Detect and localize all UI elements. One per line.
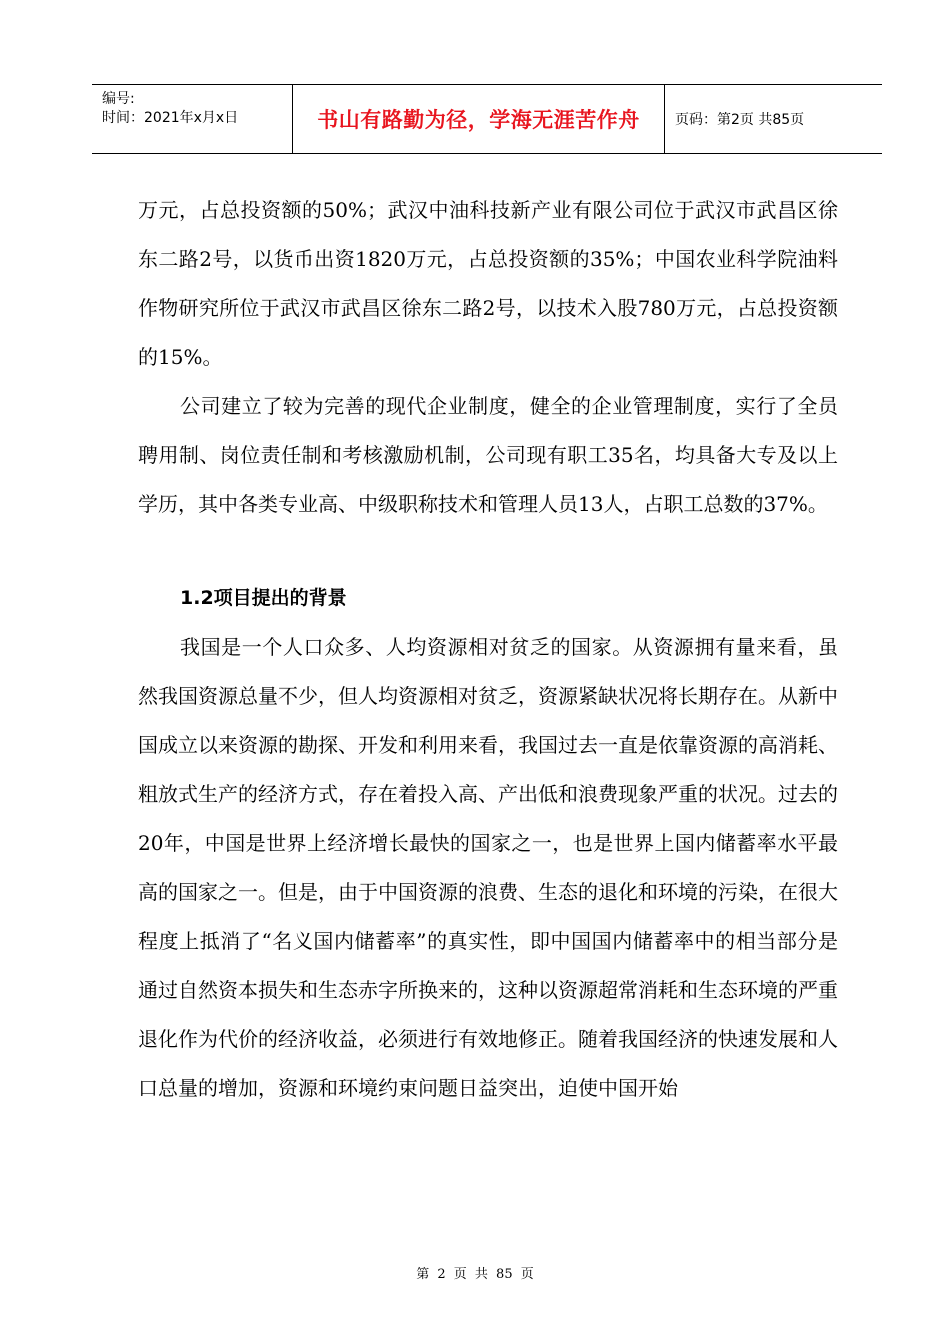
section-gap <box>138 529 838 574</box>
paragraph-company-system: 公司建立了较为完善的现代企业制度，健全的企业管理制度，实行了全员聘用制、岗位责任制和考核激励机制，公司现有职工35名，均具备大专及以上学历，其中各类专业高、中级职称技术和管理人员13人，占职工总数的37%。 <box>138 394 838 516</box>
document-time: 时间：2021年x月x日 <box>102 110 239 126</box>
paragraph-investment: 万元，占总投资额的50%；武汉中油科技新产业有限公司位于武汉市武昌区徐东二路2号，以货币出资1820万元，占总投资额的35%；中国农业科学院油料作物研究所位于武汉市武昌区徐东二路2号，以技术入股780万元，占总投资额的15%。 <box>138 198 838 369</box>
document-body <box>138 186 838 1113</box>
header-meta-cell <box>92 85 293 153</box>
document-header <box>92 84 882 154</box>
header-motto: 书山有路勤为径，学海无涯苦作舟 <box>293 85 665 153</box>
document-number-label: 编号: <box>102 91 135 107</box>
header-page-info: 页码：第2页 共85页 <box>675 112 805 128</box>
paragraph-background: 我国是一个人口众多、人均资源相对贫乏的国家。从资源拥有量来看，虽然我国资源总量不少，但人均资源相对贫乏，资源紧缺状况将长期存在。从新中国成立以来资源的勘探、开发和利用来看，我国过去一直是依靠资源的高消耗、粗放式生产的经济方式，存在着投入高、产出低和浪费现象严重的状况。过去的20年，中国是世界上经济增长最快的国家之一，也是世界上国内储蓄率水平最高的国家之一。但是，由于中国资源的浪费、生态的退化和环境的污染，在很大程度上抵消了“名义国内储蓄率”的真实性，即中国国内储蓄率中的相当部分是通过自然资本损失和生态赤字所换来的，这种以资源超常消耗和生态环境的严重退化作为代价的经济收益，必须进行有效地修正。随着我国经济的快速发展和人口总量的增加，资源和环境约束问题日益突出，迫使中国开始 <box>138 635 838 1100</box>
page-footer: 第 2 页 共 85 页 <box>416 1267 534 1282</box>
section-heading: 1.2项目提出的背景 <box>180 587 347 609</box>
